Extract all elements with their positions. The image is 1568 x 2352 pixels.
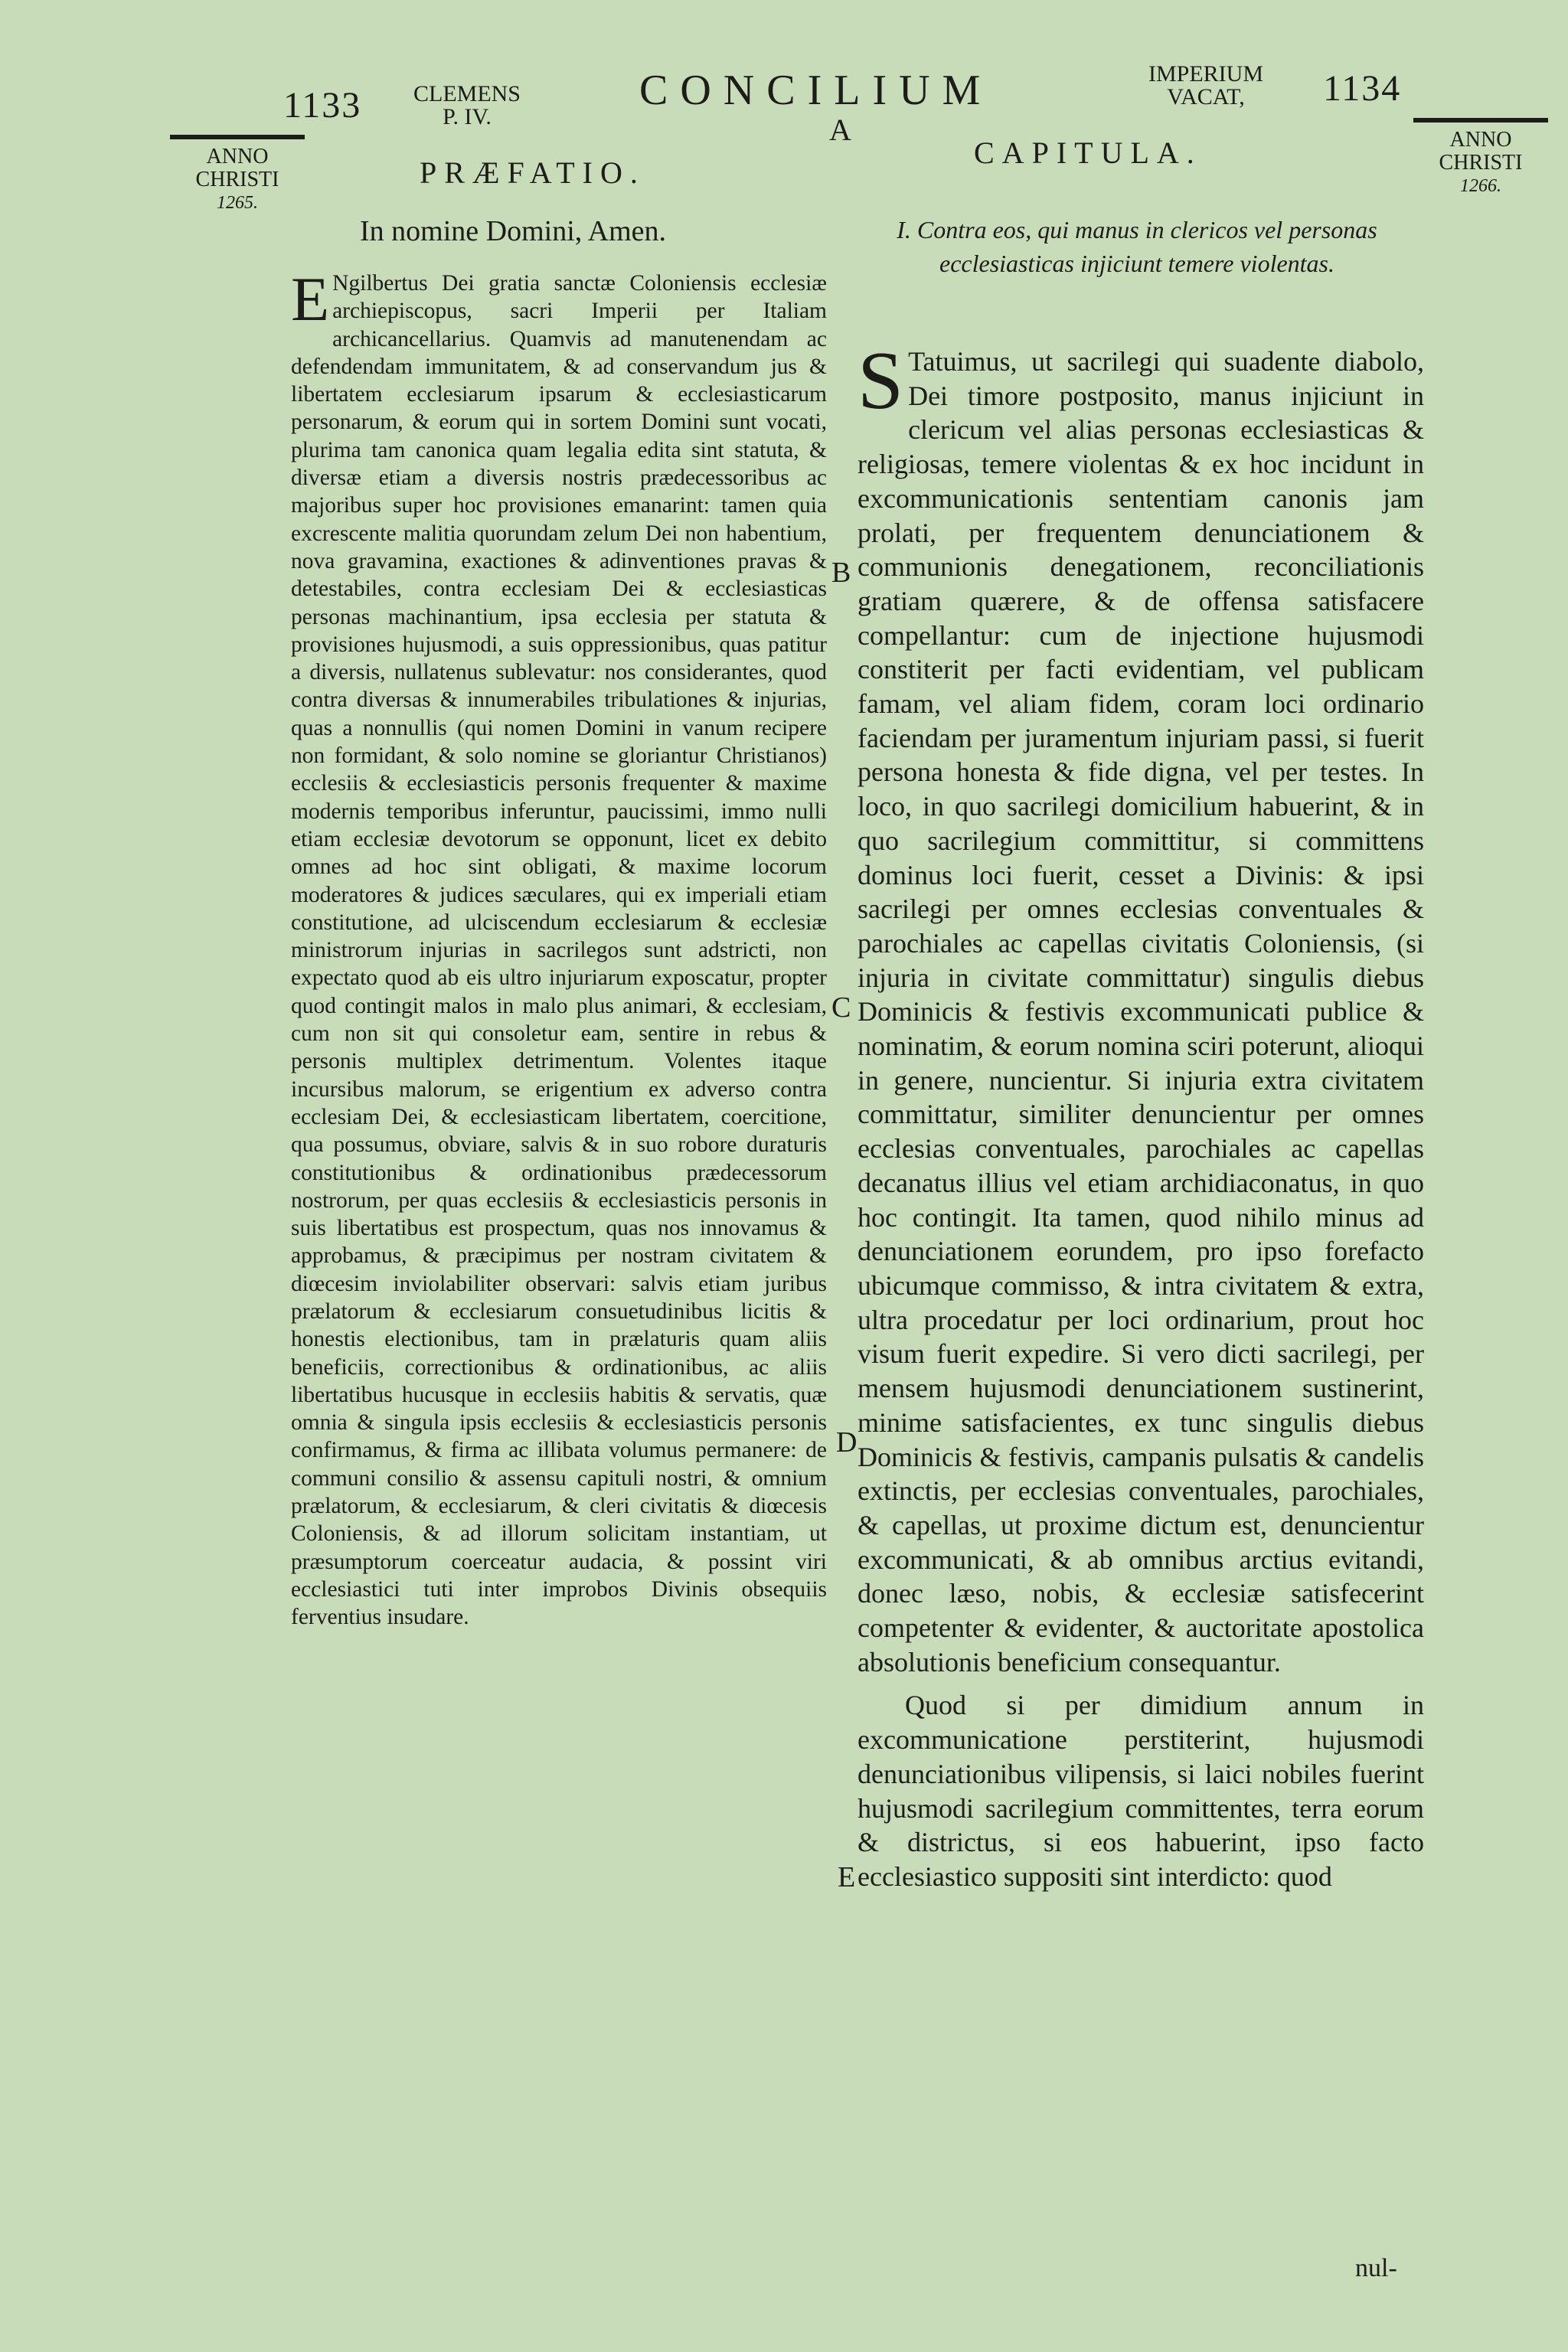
margin-letter-c: C	[831, 991, 851, 1024]
capitula-text-column	[858, 335, 1424, 1894]
rule-bar	[170, 135, 305, 139]
chapter-heading: I. Contra eos, qui manus in clericos vel personas ecclesiasticas injiciunt temere violentas.	[897, 216, 1377, 277]
catchword: nul-	[1355, 2254, 1397, 2282]
section-title-praefatio: PRÆFATIO.	[420, 155, 645, 190]
christi-label: CHRISTI	[1439, 151, 1523, 175]
capitula-paragraph: Quod si per dimidium annum in excommunicatione perstiterint, hujusmodi denunciationibus vilipensis, si laici nobiles fuerint hujusmodi sacrilegium committentes, terra eorum & districtus, si eos habuerint, ipso facto ecclesiastico suppositi sint interdicto: quod	[858, 1690, 1424, 1892]
margin-letter-b: B	[831, 557, 851, 589]
capitula-text: Tatuimus, ut sacrilegi qui suadente diabolo, Dei timore postposito, manus injiciunt in clericum vel alias personas ecclesiasticas & religiosas, temere violentas & ex hoc incidunt in excommunicationis sententiam canonis jam prolati, per frequentem denunciationem & communionis denegationem, reconciliationis gratiam quærere, & de offensa satisfacere compellantur: cum de injectione hujusmodi constiterit per facti evidentiam, vel publicam famam, vel aliam fidem, coram loci ordinario faciendam per juramentum injuriam passi, si fuerit persona honesta & fide digna, vel per testes. In loco, in quo sacrilegi domicilium habuerint, & in quo sacrilegium committitur, si committens dominus loci fuerit, cesset a Divinis: & ipsi sacrilegi per omnes ecclesias conventuales & parochiales ac capellas civitatis Coloniensis, (si injuria in civitate committatur) singulis diebus Dominicis & festivis excommunicati publice & nominatim, & eorum nomina sciri poterunt, alioqui in genere, nuncientur. Si injuria extra civitatem committatur, similiter denuncientur per omnes ecclesias conventuales, parochiales ac capellas decanatus illius vel etiam archidiaconatus, in quo hoc contingit. Ita tamen, quod nihilo minus ad denunciationem eorundem, pro ipso forefacto ubicumque commisso, & intra civitatem & extra, ultra procedatur per loci ordinarium, prout hoc visum fuerit expedire. Si vero dicti sacrilegi, per mensem hujusmodi denunciationem sustinerint, minime satisfacientes, ex tunc singulis diebus Dominicis & festivis, campanis pulsatis & candelis extinctis, per ecclesias conventuales, parochiales, & capellas, ut proxime dictum est, denuncientur excommunicati, & ab omnibus arctius evitandi, donec læso, nobis, & ecclesiæ satisfecerint competenter & evidenter, & auctoritate apostolica absolutionis beneficium consequantur.	[858, 346, 1424, 1677]
anno-label: ANNO	[206, 145, 269, 168]
anno-label: ANNO	[1449, 128, 1512, 152]
anno-christi-left	[170, 135, 305, 214]
rule-bar	[1413, 118, 1548, 122]
praefatio-text: Ngilbertus Dei gratia sanctæ Coloniensis ecclesiæ archiepiscopus, sacri Imperii per Italiam archicancellarius. Quamvis ad manutenendam ac defendendam immunitatem, & ad conservandum jus & libertatem ecclesiarum ipsarum & ecclesiasticarum personarum, & eorum qui in sortem Domini sunt vocati, plurima tam canonica quam legalia edita sint statuta, & diversæ etiam a diversis nostris prædecessoribus ac majoribus super hoc provisiones emanarint: tamen quia excrescente malitia quorundam zelum Dei non habentium, nova gravamina, exactiones & adinventiones pravas & detestabiles, contra ecclesiam Dei & ecclesiasticas personas machinantium, ipsa ecclesia per statuta & provisiones hujusmodi, a suis oppressionibus, quas patitur a diversis, nullatenus sublevatur: nos considerantes, quod contra diversas & innumerabiles tribulationes & injurias, quas a nonnullis (qui nomen Domini in vanum recipere non formidant, & solo nomine se gloriantur Christianos) ecclesiis & ecclesiasticis personis frequenter & maxime modernis temporibus inferuntur, paucissimi, immo nulli etiam ecclesiæ devotorum se opponunt, licet ex debito omnes ad hoc sint obligati, & maxime locorum moderatores & judices sæculares, qui ex imperiali etiam constitutione, ad ulciscendum ecclesiarum & ecclesiæ ministrorum injurias in sacrilegos sunt adstricti, non expectato quod ab eis ultro injuriarum exposcatur, propter quod contingit malos in malo plus animari, & ecclesiam, cum non sit qui consoletur eam, sentire in rebus & personis multiplex detrimentum. Volentes itaque incursibus malorum, se erigentium ex adverso contra ecclesiam Dei, & ecclesiasticam libertatem, coercitione, qua possumus, obviare, salvis & in suo robore duraturis constitutionibus & ordinationibus prædecessorum nostrorum, per quas ecclesiis & ecclesiasticis personis in suis libertatibus est prospectum, quas nos innovamus & approbamus, & præcipimus per nostram civitatem & diœcesim inviolabiliter observari: salvis etiam juribus prælatorum & ecclesiarum consuetudinibus licitis & honestis electionibus, tam in prælaturis quam aliis beneficiis, correctionibus & ordinationibus, ac aliis libertatibus hucusque in ecclesiis habitis & servatis, quæ omnia & singula ipsis ecclesiis & ecclesiasticis personis confirmamus, & firma ac illibata volumus permanere: de communi consilio & assensu capituli nostri, & omnium prælatorum, & ecclesiarum, & cleri civitatis & diœcesis Coloniensis, & ad illorum solicitam instantiam, ut præsumptorum coerceatur audacia, & possint viri ecclesiastici tuti inter improbos Divinis obsequiis ferventius insudare.	[291, 271, 827, 1630]
section-letter-a: A	[829, 113, 851, 147]
invocation-heading: In nomine Domini, Amen.	[360, 215, 667, 247]
section-title-capitula: CAPITULA.	[974, 136, 1202, 170]
christi-label: CHRISTI	[195, 168, 279, 191]
page-number-right: 1134	[1323, 68, 1402, 109]
initial-letter: E	[291, 264, 330, 334]
anno-christi-right	[1413, 118, 1548, 198]
praefatio-text-column	[291, 264, 827, 1632]
capitula-paragraph	[858, 335, 1424, 1679]
margin-letter-e: E	[838, 1861, 856, 1893]
page-number-left: 1133	[283, 85, 362, 126]
page-title: CONCILIUM	[639, 67, 993, 114]
running-head-right: IMPERIUM VACAT,	[1148, 61, 1263, 109]
praefatio-paragraph	[291, 264, 827, 1632]
running-head-left: CLEMENS P. IV.	[413, 81, 521, 129]
anno-year: 1266.	[1460, 176, 1501, 196]
anno-year: 1265.	[217, 193, 258, 213]
margin-letter-d: D	[836, 1426, 858, 1459]
initial-letter: S	[858, 335, 904, 426]
